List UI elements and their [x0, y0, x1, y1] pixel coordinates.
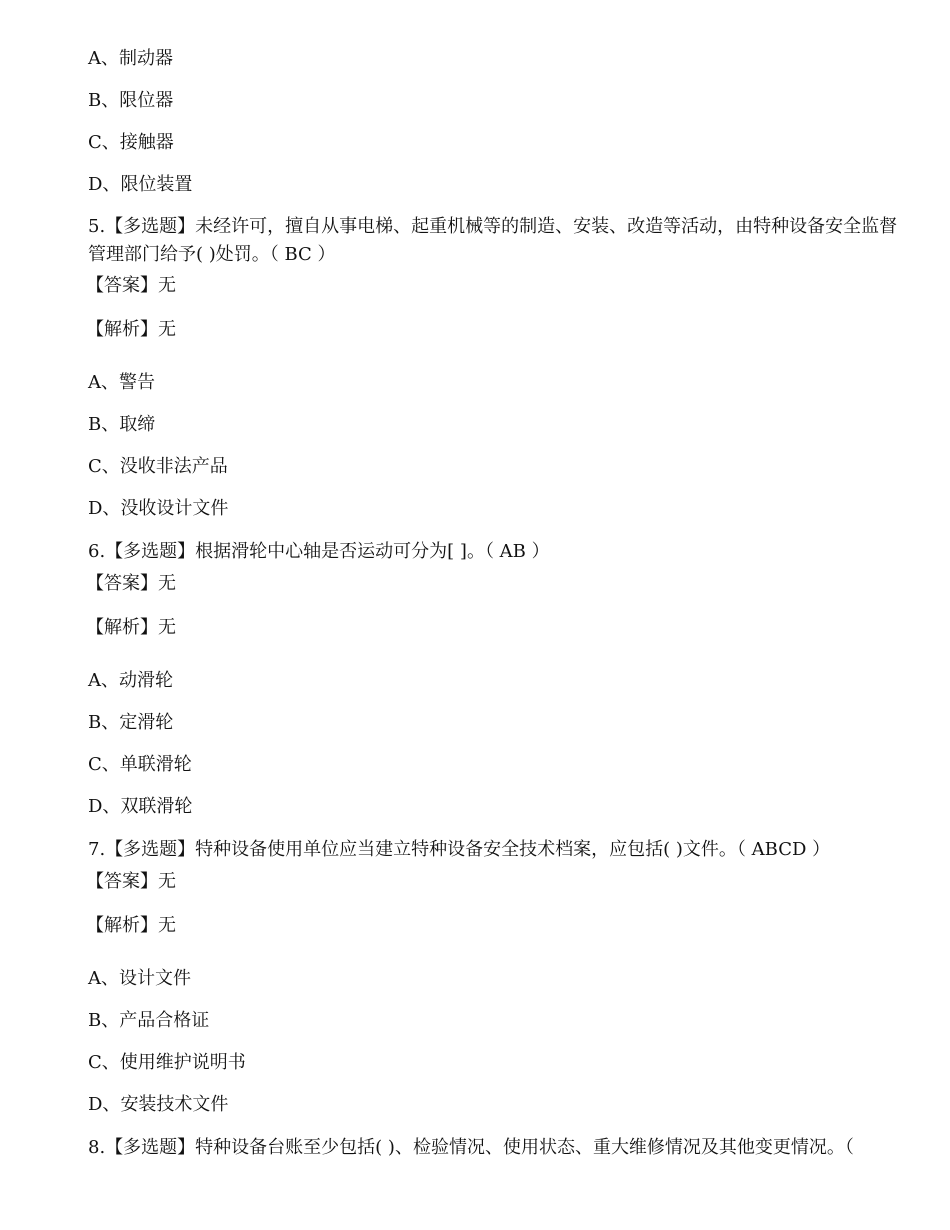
option-b: [88, 413, 155, 437]
option-b: [88, 711, 173, 735]
option-text: 使用维护说明书: [119, 1052, 246, 1073]
question-6-text: 6.【多选题】根据滑轮中心轴是否运动可分为[ ]。（ AB ）: [88, 541, 550, 562]
question-7-text: 7.【多选题】特种设备使用单位应当建立特种设备安全技术档案，应包括( )文件。（ ABCD ）: [88, 839, 831, 860]
option-text: 定滑轮: [119, 712, 174, 733]
option-text: 单联滑轮: [119, 754, 192, 775]
option-label: B、: [88, 712, 120, 733]
option-text: 警告: [119, 372, 155, 393]
question-6-analysis: 【解析】无: [86, 617, 176, 638]
option-d: [88, 795, 192, 819]
option-c: [88, 1051, 246, 1075]
option-b: [88, 89, 173, 113]
question-7-answer: 【答案】无: [86, 871, 176, 892]
option-label: C、: [88, 456, 120, 477]
option-label: D、: [88, 796, 121, 817]
option-text: 限位器: [119, 90, 174, 111]
option-text: 限位装置: [120, 174, 193, 195]
option-text: 设计文件: [119, 968, 191, 989]
option-text: 没收非法产品: [119, 456, 228, 477]
option-label: C、: [88, 754, 120, 775]
option-label: D、: [88, 498, 121, 519]
question-5-analysis: 【解析】无: [86, 319, 176, 340]
option-a: [88, 371, 155, 395]
option-d: [88, 1093, 228, 1117]
option-text: 产品合格证: [119, 1010, 210, 1031]
option-a: [88, 967, 191, 991]
question-5-text: 5.【多选题】未经许可，擅自从事电梯、起重机械等的制造、安装、改造等活动，由特种设备安全监督管理部门给予( )处罚。（ BC ）: [88, 216, 898, 265]
option-label: A、: [88, 670, 119, 691]
option-label: A、: [88, 968, 119, 989]
option-label: D、: [88, 1094, 121, 1115]
option-label: C、: [88, 132, 120, 153]
option-c: [88, 753, 192, 777]
option-label: B、: [88, 414, 120, 435]
option-c: [88, 455, 228, 479]
option-a: [88, 47, 173, 71]
option-label: B、: [88, 90, 120, 111]
option-label: B、: [88, 1010, 120, 1031]
option-label: C、: [88, 1052, 120, 1073]
option-text: 没收设计文件: [120, 498, 229, 519]
option-label: A、: [88, 372, 119, 393]
option-text: 双联滑轮: [120, 796, 193, 817]
option-text: 制动器: [119, 48, 173, 69]
option-text: 安装技术文件: [120, 1094, 229, 1115]
option-label: D、: [88, 174, 121, 195]
option-label: A、: [88, 48, 119, 69]
option-text: 接触器: [119, 132, 174, 153]
question-6-answer: 【答案】无: [86, 573, 176, 594]
question-8-text: 8.【多选题】特种设备台账至少包括( )、检验情况、使用状态、重大维修情况及其他变更情况。（: [88, 1137, 854, 1158]
option-b: [88, 1009, 209, 1033]
option-a: [88, 669, 173, 693]
option-c: [88, 131, 174, 155]
option-d: [88, 497, 228, 521]
question-7-analysis: 【解析】无: [86, 915, 176, 936]
option-text: 动滑轮: [119, 670, 173, 691]
option-d: [88, 173, 192, 197]
option-text: 取缔: [119, 414, 156, 435]
question-5-answer: 【答案】无: [86, 275, 176, 296]
